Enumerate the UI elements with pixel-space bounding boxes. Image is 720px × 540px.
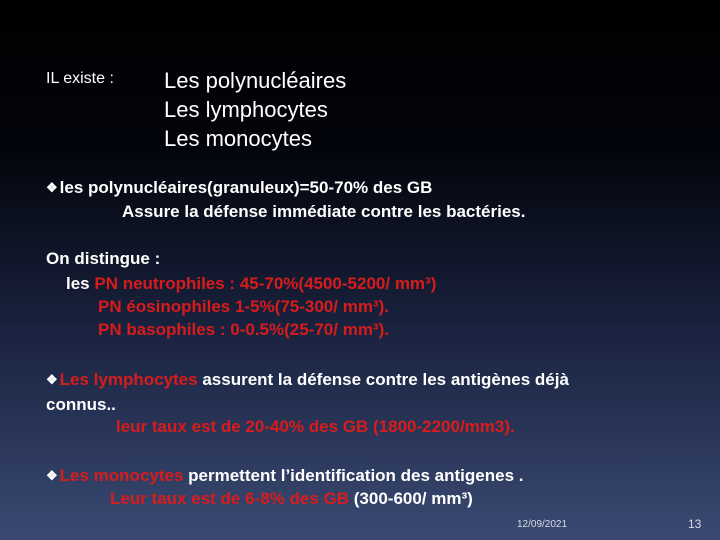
intro-label: IL existe :	[46, 70, 114, 87]
mono-line	[46, 465, 523, 486]
lympho-line	[46, 369, 569, 390]
diamond-bullet-icon: ❖	[46, 372, 58, 387]
mono-rate: Leur taux est de 6-8% des GB	[110, 489, 350, 508]
lympho-text-continued: connus..	[46, 395, 116, 414]
lympho-name: Les lymphocytes	[59, 370, 198, 389]
diamond-bullet-icon: ❖	[46, 180, 58, 195]
intro-item-polynucleaires: Les polynucléaires	[164, 68, 347, 93]
mono-rate-values: (300-600/ mm³)	[349, 489, 473, 508]
pn-eosinophiles: PN éosinophiles 1-5%(75-300/ mm³).	[98, 297, 389, 316]
poly-title-line	[46, 177, 432, 198]
diamond-bullet-icon: ❖	[46, 468, 58, 483]
distinguish-prefix: les	[66, 274, 95, 293]
intro-item-lymphocytes: Les lymphocytes	[164, 97, 328, 122]
pn-neutrophiles: PN neutrophiles : 45-70%(4500-5200/ mm³)	[94, 274, 437, 293]
lympho-rate: leur taux est de 20-40% des GB (1800-2200/mm3).	[116, 417, 515, 436]
mono-name: Les monocytes	[59, 466, 184, 485]
distinguish-heading: On distingue :	[46, 249, 161, 268]
lympho-text: assurent la défense contre les antigènes déjà	[197, 370, 569, 389]
page-number: 13	[688, 517, 702, 531]
distinguish-line-neutrophiles	[66, 273, 436, 294]
footer-date: 12/09/2021	[517, 519, 568, 530]
intro-item-monocytes: Les monocytes	[164, 126, 312, 151]
mono-text: permettent l’identification des antigenes .	[183, 466, 524, 485]
poly-title: les polynucléaires(granuleux)=50-70% des GB	[59, 178, 433, 197]
mono-rate-line	[110, 488, 473, 509]
poly-description: Assure la défense immédiate contre les bactéries.	[122, 202, 526, 221]
pn-basophiles: PN basophiles : 0-0.5%(25-70/ mm³).	[98, 320, 389, 339]
